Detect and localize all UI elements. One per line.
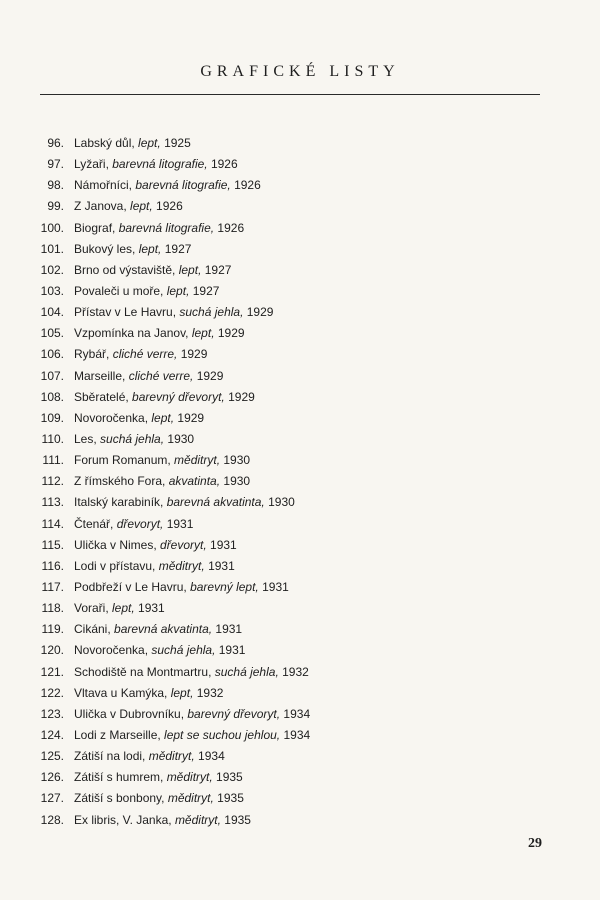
entry-text-segment: 1934 <box>280 727 311 742</box>
technique-text: lept, <box>138 241 162 256</box>
entry-number: 105. <box>40 326 64 341</box>
entry-number: 109. <box>40 410 64 425</box>
entry-text-segment: 1931 <box>204 558 235 573</box>
entry-text <box>74 302 273 323</box>
entry-number: 101. <box>40 241 64 256</box>
entry-text-segment: Lyžaři, <box>74 157 113 172</box>
entry-text-segment: 1932 <box>278 664 309 679</box>
entry-text <box>74 154 238 175</box>
catalogue-entry <box>0 450 600 471</box>
catalogue-entry <box>0 746 600 767</box>
technique-text: lept, <box>178 262 202 277</box>
catalogue-entry <box>0 788 600 809</box>
entry-text-segment: 1931 <box>215 643 246 658</box>
entry-number: 124. <box>40 727 64 742</box>
entry-text <box>74 556 235 577</box>
catalogue-entry <box>0 281 600 302</box>
entry-text-segment: Podbřeží v Le Havru, <box>74 579 191 594</box>
entry-text-segment: 1926 <box>207 157 238 172</box>
entry-number: 123. <box>40 706 64 721</box>
catalogue-entry <box>0 302 600 323</box>
entry-text-segment: Rybář, <box>74 347 113 362</box>
entry-number: 114. <box>41 516 64 531</box>
technique-text: měditryt, <box>167 791 214 806</box>
catalogue-entry <box>0 492 600 513</box>
entry-number: 117. <box>41 579 64 594</box>
entry-text-segment: Schodiště na Montmartru, <box>74 664 215 679</box>
entry-text-segment: 1929 <box>174 410 205 425</box>
entry-number: 121. <box>40 664 64 679</box>
entry-text <box>74 619 242 640</box>
technique-text: lept, <box>151 410 175 425</box>
entry-number: 100. <box>40 220 64 235</box>
entry-text-segment: Novoročenka, <box>74 643 152 658</box>
catalogue-entry <box>0 556 600 577</box>
entry-text <box>74 514 193 535</box>
entry-text-segment: 1935 <box>220 812 251 827</box>
entry-text-segment: 1929 <box>193 368 224 383</box>
entry-text <box>74 535 237 556</box>
entry-text-segment: 1931 <box>163 516 194 531</box>
entry-text <box>74 196 183 217</box>
entry-number: 118. <box>41 601 64 616</box>
technique-text: suchá jehla, <box>151 643 216 658</box>
technique-text: suchá jehla, <box>179 305 244 320</box>
entry-number: 115. <box>41 537 64 552</box>
entry-number: 106. <box>40 347 64 362</box>
technique-text: suchá jehla, <box>214 664 279 679</box>
entry-text-segment: 1934 <box>280 706 311 721</box>
technique-text: akvatinta, <box>168 474 221 489</box>
entry-text-segment: Z římského Fora, <box>74 474 169 489</box>
entry-number: 125. <box>40 749 64 764</box>
entry-text <box>74 767 243 788</box>
entry-text-segment: 1926 <box>152 199 183 214</box>
entry-text-segment: Italský karabiník, <box>74 495 167 510</box>
entry-text <box>74 175 261 196</box>
catalogue-entry <box>0 514 600 535</box>
catalogue-entry <box>0 196 600 217</box>
entry-text <box>74 366 223 387</box>
entry-text-segment: Zátiší s bonbony, <box>74 791 168 806</box>
entry-text-segment: Bukový les, <box>74 241 139 256</box>
entry-text-segment: Ex libris, V. Janka, <box>74 812 175 827</box>
entry-text <box>74 492 295 513</box>
technique-text: měditryt, <box>174 453 221 468</box>
entry-number: 112. <box>41 474 64 489</box>
entry-number: 103. <box>40 283 64 298</box>
entry-text-segment: Námořníci, <box>74 178 136 193</box>
catalogue-entry <box>0 640 600 661</box>
entry-text-segment: Cikáni, <box>74 622 115 637</box>
technique-text: měditryt, <box>174 812 221 827</box>
entry-text-segment: 1929 <box>243 305 274 320</box>
technique-text: barevný dřevoryt, <box>187 706 281 721</box>
technique-text: lept, <box>130 199 153 214</box>
technique-text: barevný dřevoryt, <box>132 389 225 404</box>
technique-text: měditryt, <box>148 749 195 764</box>
catalogue-entry <box>0 387 600 408</box>
technique-text: měditryt, <box>158 558 205 573</box>
entry-number: 119. <box>41 622 64 637</box>
catalogue-entry <box>0 662 600 683</box>
technique-text: dřevoryt, <box>116 516 164 531</box>
entry-text <box>74 218 244 239</box>
entry-number: 113. <box>41 495 64 510</box>
entry-text-segment: Čtenář, <box>74 516 117 531</box>
catalogue-entry <box>0 260 600 281</box>
technique-text: cliché verre, <box>128 368 194 383</box>
entry-text-segment: Labský důl, <box>74 136 139 150</box>
entry-number: 120. <box>40 643 64 658</box>
catalogue-entry <box>0 133 600 154</box>
entry-text-segment: Ulička v Dubrovníku, <box>74 706 188 721</box>
entry-text-segment: Les, <box>74 431 101 446</box>
entry-text <box>74 408 204 429</box>
catalogue-entry <box>0 471 600 492</box>
entry-text <box>74 429 194 450</box>
technique-text: suchá jehla, <box>100 431 165 446</box>
entry-number: 98. <box>47 178 64 193</box>
entry-text-segment: 1934 <box>194 749 225 764</box>
entry-text-segment: Novoročenka, <box>74 410 152 425</box>
entry-text-segment: Vzpomínka na Janov, <box>74 326 192 341</box>
technique-text: dřevoryt, <box>160 537 207 552</box>
entry-text-segment: Zátiší s humrem, <box>74 770 167 785</box>
entry-text-segment: 1932 <box>193 685 224 700</box>
entry-text-segment: Povaleči u moře, <box>74 283 167 298</box>
catalogue-entry <box>0 218 600 239</box>
entry-text-segment: Zátiší na lodi, <box>74 749 149 764</box>
entry-text-segment: 1927 <box>161 241 192 256</box>
catalogue-entry <box>0 323 600 344</box>
catalogue-entry <box>0 154 600 175</box>
entry-text-segment: Lodi v přístavu, <box>74 558 159 573</box>
entry-text <box>74 133 191 154</box>
entry-text-segment: 1929 <box>214 326 245 341</box>
catalogue-entry <box>0 535 600 556</box>
entry-text <box>74 281 219 302</box>
catalogue-entry <box>0 619 600 640</box>
entry-number: 97. <box>47 157 64 172</box>
entry-text-segment: 1929 <box>177 347 208 362</box>
entry-text-segment: Forum Romanum, <box>74 453 175 468</box>
entry-text <box>74 577 289 598</box>
entry-text-segment: 1930 <box>220 453 251 468</box>
catalogue-entry <box>0 598 600 619</box>
technique-text: barevný lept, <box>190 579 259 594</box>
entry-text <box>74 683 223 704</box>
entry-text-segment: 1935 <box>212 770 243 785</box>
entry-text-segment: 1935 <box>213 791 244 806</box>
entry-number: 128. <box>40 812 64 827</box>
technique-text: barevná akvatinta, <box>114 622 213 637</box>
heading-rule <box>40 94 540 95</box>
entry-text-segment: 1927 <box>201 262 232 277</box>
catalogue-entry <box>0 704 600 725</box>
entry-text-segment: 1931 <box>206 537 237 552</box>
entry-text <box>74 704 310 725</box>
technique-text: barevná litografie, <box>135 178 231 193</box>
entry-text <box>74 598 165 619</box>
entry-number: 99. <box>47 199 64 214</box>
entry-text-segment: 1930 <box>220 474 251 489</box>
entry-text-segment: Přístav v Le Havru, <box>74 305 180 320</box>
entry-number: 107. <box>40 368 64 383</box>
entry-text-segment: 1925 <box>160 136 191 150</box>
catalogue-entry <box>0 175 600 196</box>
technique-text: lept, <box>170 685 194 700</box>
catalogue-entry <box>0 366 600 387</box>
entry-text-segment: 1931 <box>134 601 165 616</box>
entry-text <box>74 450 250 471</box>
entry-number: 102. <box>40 262 64 277</box>
entry-text-segment: 1929 <box>224 389 255 404</box>
technique-text: lept, <box>138 136 161 150</box>
catalogue-entry <box>0 344 600 365</box>
entry-number: 104. <box>40 305 64 320</box>
entry-number: 127. <box>40 791 64 806</box>
entry-text-segment: 1926 <box>214 220 245 235</box>
catalogue-list <box>0 133 600 831</box>
entry-text <box>74 323 245 344</box>
entry-text <box>74 387 255 408</box>
entry-text <box>74 810 251 831</box>
entry-text <box>74 746 225 767</box>
entry-text <box>74 725 310 746</box>
catalogue-entry <box>0 577 600 598</box>
entry-text <box>74 662 309 683</box>
entry-number: 126. <box>40 770 64 785</box>
entry-text-segment: Vltava u Kamýka, <box>74 685 171 700</box>
catalogue-entry <box>0 725 600 746</box>
page-number: 29 <box>528 836 542 851</box>
entry-text-segment: 1927 <box>189 283 220 298</box>
catalogue-entry <box>0 408 600 429</box>
entry-text <box>74 788 244 809</box>
entry-text-segment: Ulička v Nimes, <box>74 537 161 552</box>
entry-number: 110. <box>41 431 64 446</box>
entry-number: 108. <box>40 389 64 404</box>
catalogue-entry <box>0 683 600 704</box>
catalogue-entry <box>0 429 600 450</box>
entry-text-segment: Sběratelé, <box>74 389 133 404</box>
technique-text: lept se suchou jehlou, <box>164 727 281 742</box>
entry-text-segment: 1926 <box>230 178 261 193</box>
entry-text-segment: 1931 <box>258 579 289 594</box>
technique-text: měditryt, <box>166 770 213 785</box>
entry-text <box>74 640 245 661</box>
entry-text <box>74 471 250 492</box>
technique-text: lept, <box>191 326 215 341</box>
entry-text-segment: Brno od výstaviště, <box>74 262 179 277</box>
entry-text-segment: Biograf, <box>74 220 119 235</box>
catalogue-entry <box>0 810 600 831</box>
technique-text: lept, <box>112 601 135 616</box>
entry-number: 116. <box>41 558 64 573</box>
entry-text <box>74 344 207 365</box>
technique-text: lept, <box>166 283 190 298</box>
technique-text: barevná akvatinta, <box>166 495 265 510</box>
entry-text-segment: Z Janova, <box>74 199 131 214</box>
entry-text <box>74 260 231 281</box>
technique-text: cliché verre, <box>112 347 178 362</box>
entry-text-segment: Marseille, <box>74 368 129 383</box>
entry-text-segment: 1931 <box>212 622 243 637</box>
entry-text-segment: Voraři, <box>74 601 113 616</box>
catalogue-entry <box>0 239 600 260</box>
entry-text <box>74 239 191 260</box>
entry-text-segment: 1930 <box>264 495 295 510</box>
entry-number: 111. <box>42 453 64 468</box>
entry-number: 122. <box>40 685 64 700</box>
entry-number: 96. <box>47 136 64 150</box>
page-heading: GRAFICKÉ LISTY <box>200 63 400 80</box>
catalogue-entry <box>0 767 600 788</box>
entry-text-segment: 1930 <box>164 431 195 446</box>
entry-text-segment: Lodi z Marseille, <box>74 727 165 742</box>
technique-text: barevná litografie, <box>112 157 208 172</box>
technique-text: barevná litografie, <box>118 220 215 235</box>
